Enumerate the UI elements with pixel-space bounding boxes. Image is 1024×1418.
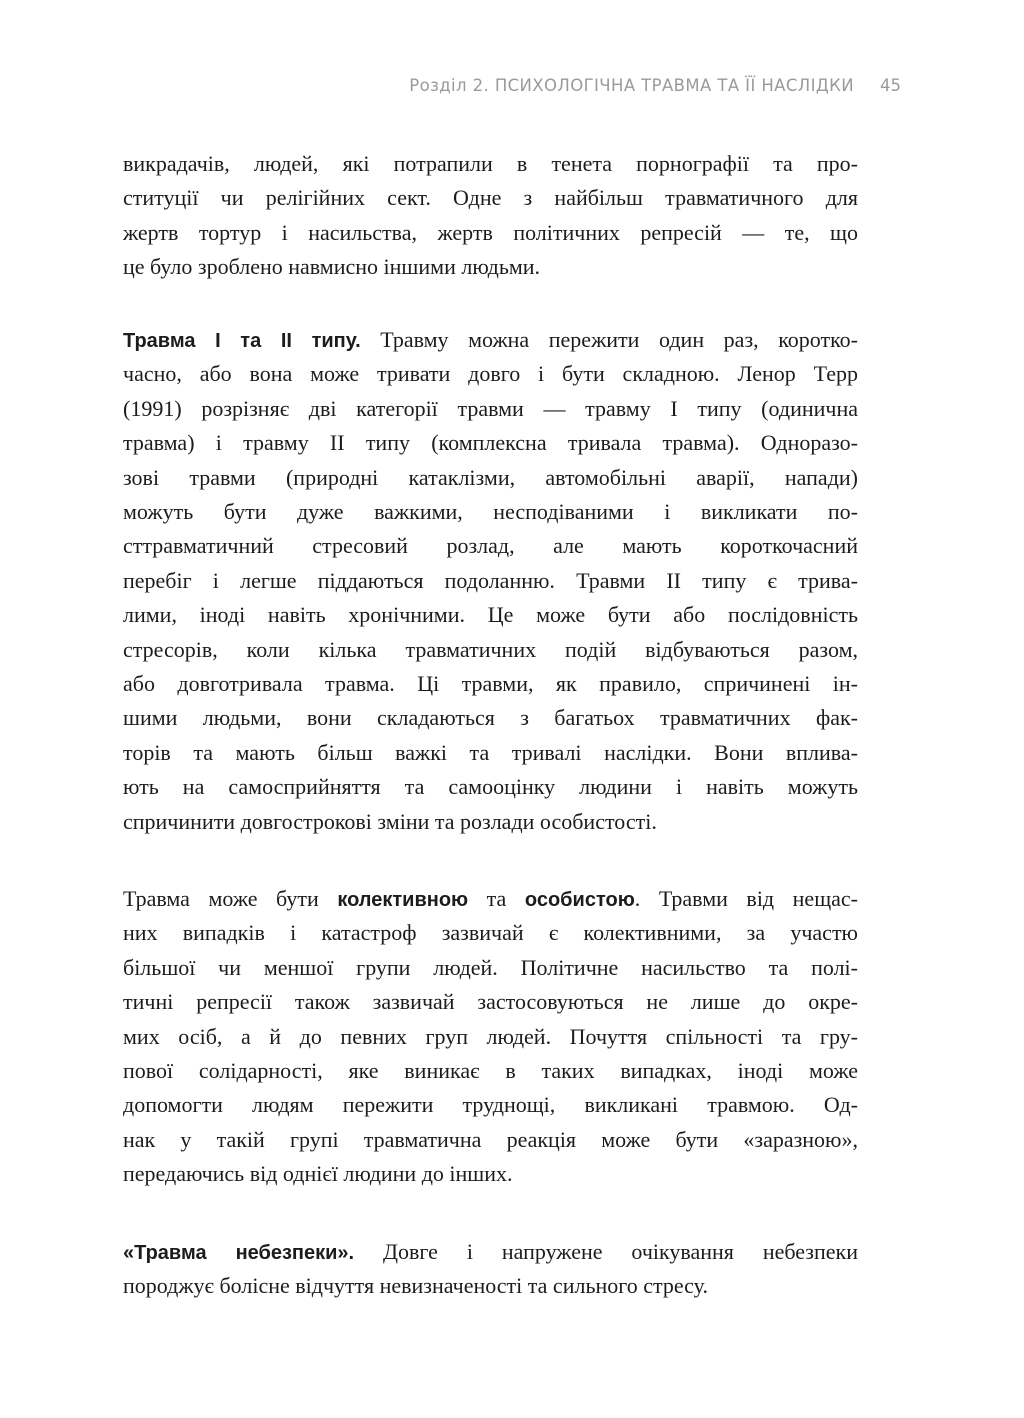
text-line [123,882,858,916]
text-line [123,1054,858,1088]
text-line [123,181,858,215]
text-line [123,1269,858,1303]
text-run: шими людьми, вони складаються з багатьох травматичних фак- [123,705,858,731]
text-line [123,250,858,284]
text-line [123,805,858,839]
text-line [123,951,858,985]
text-run: або довготривала травма. Ці травми, як правило, спричинені ін- [123,671,858,696]
page-number: 45 [880,76,901,95]
text-run: них випадків і катастроф зазвичай є колективними, за участю [123,920,858,946]
text-run: стресорів, коли кілька травматичних подій відбуваються разом, [123,636,858,662]
text-run: можуть бути дуже важкими, несподіваними і викликати по- [123,499,858,524]
text-run: травма) і травму II типу (комплексна тривала травма). Одноразо- [123,430,858,456]
text-run: лими, іноді навіть хронічними. Це може бути або послідовність [123,602,858,628]
text-line [123,985,858,1019]
text-run: передаючись від однієї людини до інших. [123,1161,513,1187]
text-line [123,916,858,950]
text-run: . Травми від нещас- [634,886,858,911]
text-run: та [468,886,525,911]
bold-term: колективною [337,889,469,911]
text-line [123,1123,858,1157]
text-line [123,633,858,667]
text-line [123,1235,858,1269]
text-run: спричинити довгострокові зміни та розлади особистості. [123,808,657,834]
text-line [123,495,858,529]
text-run: ституції чи релігійних сект. Одне з найбільш травматичного для [123,185,858,211]
text-run: породжує болісне відчуття невизначеності та сильного стресу. [123,1273,708,1299]
text-line [123,323,858,357]
text-run: Травму можна пережити один раз, коротко- [360,327,858,352]
text-run: викрадачів, людей, які потрапили в тенета порнографії та про- [123,151,858,176]
text-line [123,701,858,735]
text-run: це було зроблено навмисно іншими людьми. [123,254,541,280]
text-line [123,1020,858,1054]
text-run: сттравматичний стресовий розлад, але мають короткочасний [123,533,858,559]
text-line [123,598,858,632]
text-line [123,529,858,563]
bold-term: особистою [524,889,635,911]
bold-term: «Травма небезпеки». [123,1242,355,1264]
text-line [123,1088,858,1122]
text-line [123,667,858,701]
running-head: Розділ 2. ПСИХОЛОГІЧНА ТРАВМА ТА ЇЇ НАСЛІДКИ [409,76,854,95]
text-run: допомогти людям пережити труднощі, викликані травмою. Од- [123,1092,858,1118]
text-line [123,216,858,250]
text-line [123,1157,858,1191]
text-line [123,357,858,391]
text-line [123,564,858,598]
text-line [123,147,858,181]
text-run: нак у такій групі травматична реакція може бути «заразною», [123,1126,858,1152]
text-run: зові травми (природні катаклізми, автомобільні аварії, напади) [123,464,858,490]
text-run: Довге і напружене очікування небезпеки [354,1239,858,1264]
text-line [123,426,858,460]
bold-term: Травма I та II типу. [123,330,361,352]
text-run: ють на самосприйняття та самооцінку людини і навіть можуть [123,774,858,800]
text-run: (1991) розрізняє дві категорії травми — травму I типу (одинична [123,395,858,421]
page-header [0,76,1024,106]
text-run: мих осіб, а й до певних груп людей. Почуття спільності та гру- [123,1023,858,1049]
text-run: пової солідарності, яке виникає в таких випадках, іноді може [123,1058,858,1083]
text-line [123,736,858,770]
text-run: Травма може бути [123,886,338,911]
text-run: часно, або вона може тривати довго і бути складною. Ленор Терр [123,361,858,387]
text-run: більшої чи меншої групи людей. Політичне насильство та полі- [123,954,858,980]
text-run: торів та мають більш важкі та тривалі наслідки. Вони вплива- [123,739,858,765]
text-line [123,392,858,426]
text-line [123,770,858,804]
text-run: перебіг і легше піддаються подоланню. Травми II типу є трива- [123,567,858,593]
text-run: жертв тортур і насильства, жертв політичних репресій — те, що [123,219,858,245]
text-run: тичні репресії також зазвичай застосовуються не лише до окре- [123,989,858,1015]
text-line [123,461,858,495]
